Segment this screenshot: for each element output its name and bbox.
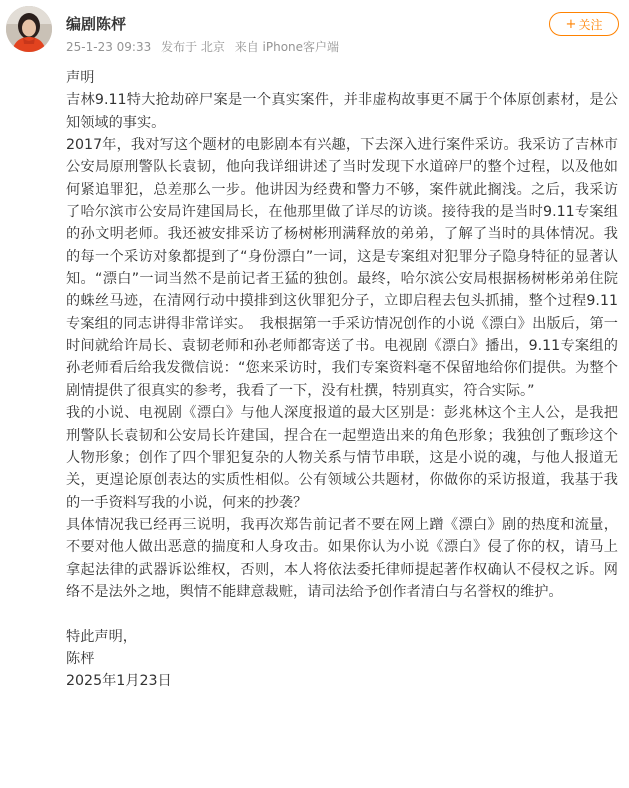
post-paragraph: 具体情况我已经再三说明，我再次郑告前记者不要在网上蹭《漂白》剧的热度和流量，不要对他人做出恶意的揣度和人身攻击。如果你认为小说《漂白》侵了你的权，请马上拿起法律的武器诉讼维权，否则，本人将依法委托律师提起著作权确认不侵权之诉。网络不是法外之地，舆情不能肆意裁赃，请司法给予创作者清白与名誉权的维护。 [66, 516, 618, 600]
post-closing: 特此声明， [66, 628, 137, 645]
plus-icon: + [565, 16, 577, 32]
post-date: 2025年1月23日 [66, 673, 172, 690]
post-source: 来自 iPhone客户端 [234, 40, 340, 54]
post-location: 发布于 北京 [161, 40, 225, 54]
post-meta [66, 38, 345, 55]
follow-button[interactable] [549, 12, 619, 36]
post-body [66, 67, 618, 693]
post-signature: 陈枰 [66, 650, 95, 667]
post-paragraph: 2017年，我对写这个题材的电影剧本有兴趣，下去深入进行案件采访。我采访了吉林市公安局原刑警队长袁韧，他向我详细讲述了当时发现下水道碎尸的整个过程，以及他如何紧追罪犯，总差那么一步。他讲因为经费和警力不够，案件就此搁浅。之后，我采访了哈尔滨市公安局许建国局长，在他那里做了详尽的访谈。接待我的是当时9.11专案组的孙文明老师。我还被安排采访了杨树彬刑满释放的弟弟，了解了当时的具体情况。我的每一个采访对象都提到了“身份漂白”一词，这是专案组对犯罪分子隐身特征的显著认知。“漂白”一词当然不是前记者王猛的独创。最终，哈尔滨公安局根据杨树彬弟弟住院的蛛丝马迹，在清网行动中摸排到这伙罪犯分子，立即启程去包头抓捕，整个过程9.11专案组的同志讲得非常详实。 我根据第一手采访情况创作的小说《漂白》出版后，第一时间就给许局长、袁韧老师和孙老师都寄送了书。电视剧《漂白》播出，9.11专案组的孙老师看后给我发微信说：“您来采访时，我们专案资料毫不保留地给你们提供。为整个剧情提供了很真实的参考，我看了一下，没有杜撰，特别真实，符合实际。” [66, 137, 618, 399]
post-title: 声明 [66, 70, 95, 86]
follow-label: 关注 [578, 17, 603, 32]
post-paragraph: 我的小说、电视剧《漂白》与他人深度报道的最大区别是：彭兆林这个主人公，是我把刑警队长袁韧和公安局长许建国，捏合在一起塑造出来的角色形象；我独创了甄珍这个人物形象；创作了四个罪犯复杂的人物关系与情节串联，这是小说的魂，与他人报道无关，更遑论原创表达的实质性相似。公有领域公共题材，你做你的采访报道，我基于我的一手资料写我的小说，何来的抄袭？ [66, 405, 618, 511]
avatar-image [6, 6, 52, 52]
author-name[interactable]: 编剧陈枰 [66, 15, 127, 33]
post-paragraph: 吉林9.11特大抢劫碎尸案是一个真实案件，并非虚构故事更不属于个体原创素材，是公知领域的事实。 [66, 92, 618, 131]
avatar[interactable] [6, 6, 52, 52]
post-time[interactable]: 25-1-23 09:33 [66, 40, 152, 54]
spacer [66, 603, 618, 625]
